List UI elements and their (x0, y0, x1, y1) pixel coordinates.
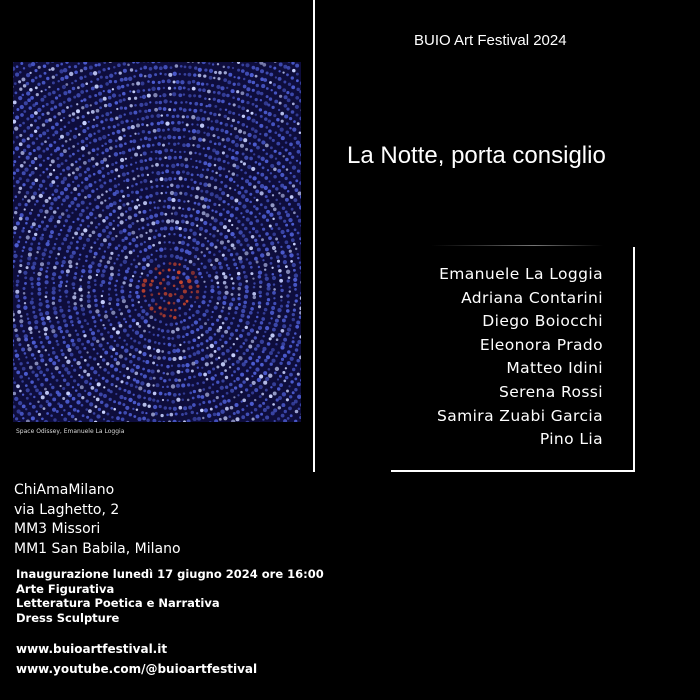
artist-name: Eleonora Prado (479, 335, 603, 354)
venue-metro-san-babila: MM1 San Babila, Milano (14, 540, 181, 557)
venue-block (14, 481, 181, 559)
links-block (16, 639, 257, 679)
exhibition-title: La Notte, porta consiglio (347, 142, 606, 169)
artist-name: Matteo Idini (506, 359, 603, 378)
category-literature: Letteratura Poetica e Narrativa (16, 596, 220, 611)
artists-frame (391, 247, 635, 472)
vertical-divider (313, 0, 315, 472)
category-figurative-art: Arte Figurativa (16, 581, 115, 596)
artist-name: Samira Zuabi Garcia (436, 406, 603, 425)
website-link[interactable]: www.buioartfestival.it (16, 642, 168, 656)
artwork-spiral (13, 62, 301, 422)
artwork-image (13, 62, 301, 422)
event-details (16, 567, 324, 625)
venue-metro-missori: MM3 Missori (14, 521, 101, 537)
artist-name: Adriana Contarini (461, 288, 603, 307)
venue-address: via Laghetto, 2 (14, 501, 120, 518)
venue-name: ChiAmaMilano (14, 482, 115, 498)
artist-name: Serena Rossi (498, 382, 603, 401)
artwork-caption: Space Odissey, Emanuele La Loggia (16, 428, 125, 435)
category-dress-sculpture: Dress Sculpture (16, 610, 120, 625)
artist-name: Pino Lia (539, 430, 603, 449)
artist-name: Emanuele La Loggia (439, 265, 603, 283)
artists-frame-top-line (431, 245, 603, 246)
opening-date: Inaugurazione lunedì 17 giugno 2024 ore 16:00 (16, 567, 324, 581)
artist-list (437, 263, 603, 452)
festival-title: BUIO Art Festival 2024 (414, 32, 567, 49)
youtube-link[interactable]: www.youtube.com/@buioartfestival (16, 662, 258, 676)
artist-name: Diego Boiocchi (482, 312, 603, 331)
